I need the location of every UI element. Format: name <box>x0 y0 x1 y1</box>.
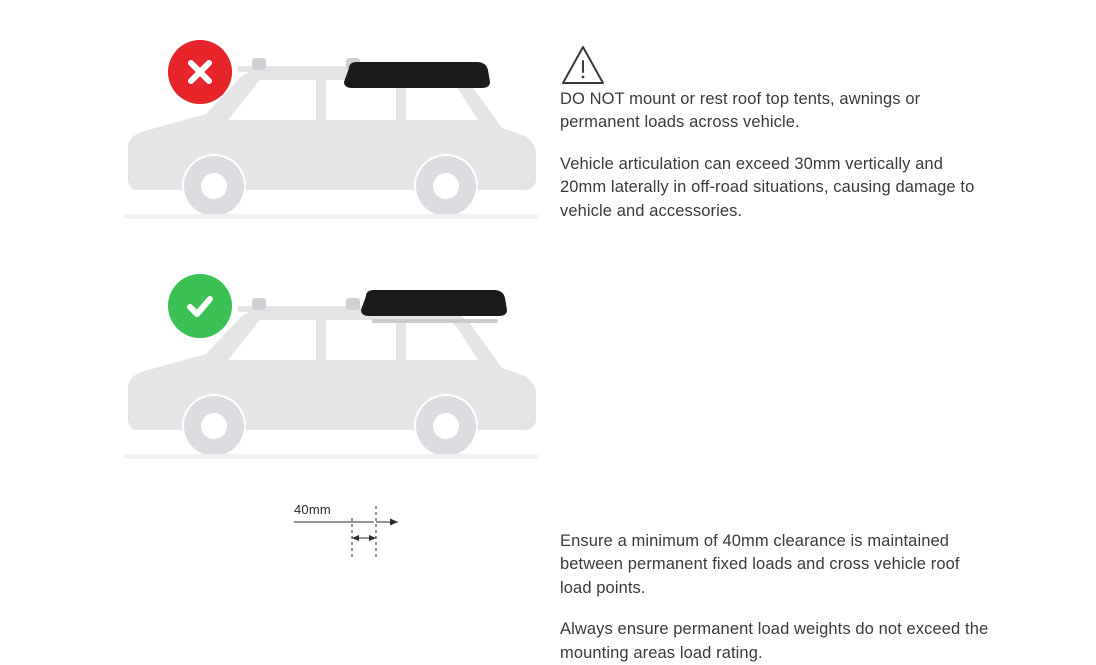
text-block-correct <box>560 530 990 665</box>
warning-triangle-icon <box>560 44 606 86</box>
paragraph: Vehicle articulation can exceed 30mm vertically and 20mm laterally in off-road situations, causing damage to vehicle and accessories. <box>560 154 975 220</box>
panel-correct <box>0 240 1096 662</box>
paragraph: Ensure a minimum of 40mm clearance is maintained between permanent fixed loads and cross vehicle roof load points. <box>560 532 960 597</box>
panel-incorrect <box>0 0 1096 240</box>
roof-load-block-correct <box>360 290 508 326</box>
clearance-dimension-label: 40mm <box>294 502 331 517</box>
roof-load-block-incorrect <box>343 62 491 90</box>
clearance-dimension <box>290 502 530 562</box>
paragraph: Always ensure permanent load weights do not exceed the mounting areas load rating. <box>560 620 989 662</box>
vehicle-silhouette-incorrect <box>110 28 550 228</box>
text-block-incorrect <box>560 88 990 223</box>
paragraph: DO NOT mount or rest roof top tents, awnings or permanent loads across vehicle. <box>560 90 921 132</box>
